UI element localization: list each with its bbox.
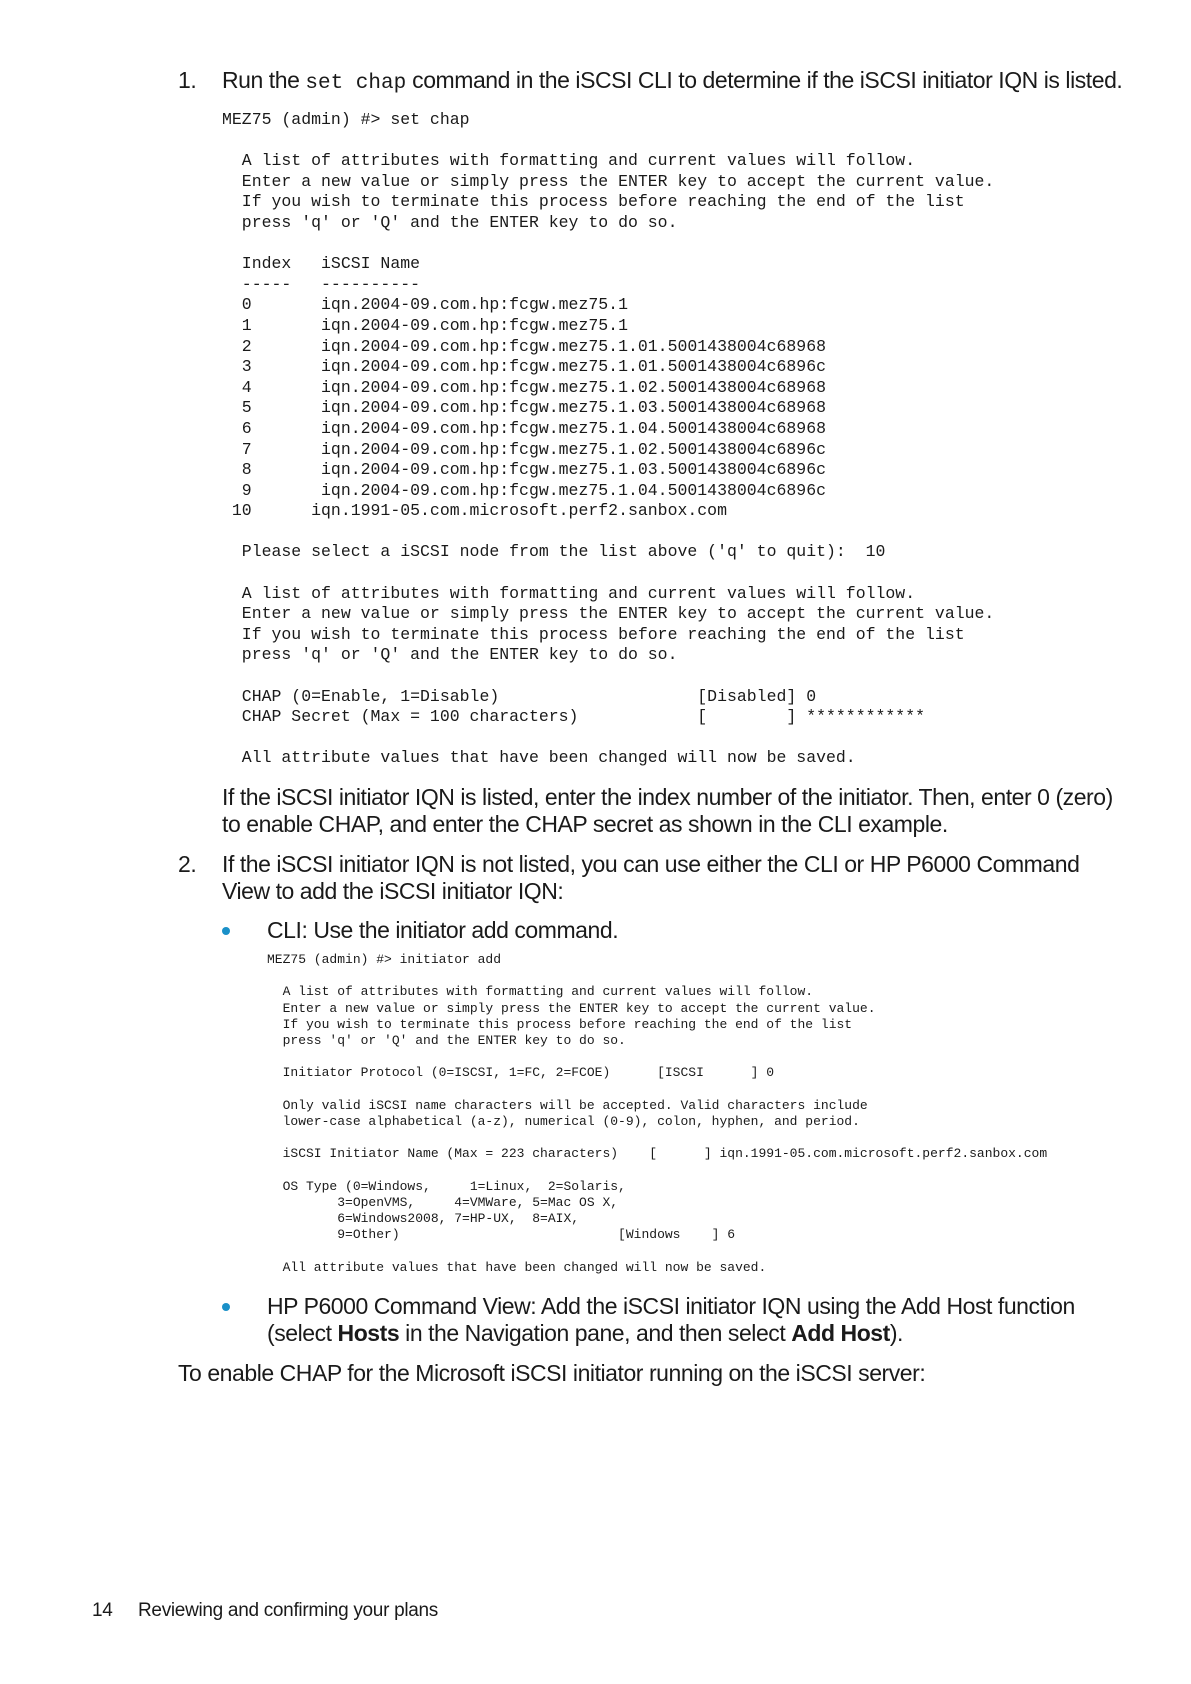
- code-block-initiator-add: MEZ75 (admin) #> initiator add A list of attributes with formatting and current values will follow. Enter a new value or simply press the ENTER key to accept the current value. If you wish to terminate this process before reaching the end of the list press 'q' or 'Q' and the ENTER key to do so. Initiator Protocol (0=ISCSI, 1=FC, 2=FCOE) [ISCSI ] 0 Only valid iSCSI name characters will be accepted. Valid characters include lower-case alphabetical (a-z), numerical (0-9), colon, hyphen, and period. iSCSI Initiator Name (Max = 223 characters) [ ] iqn.1991-05.com.microsoft.perf2.sanbox.com OS Type (0=Windows, 1=Linux, 2=Solaris, 3=OpenVMS, 4=VMWare, 5=Mac OS X, 6=Windows2008, 7=HP-UX, 8=AIX, 9=Other) [Windows ] 6 All attribute values that have been changed will now be saved.: [267, 952, 1048, 1275]
- add-host-term: Add Host: [791, 1320, 890, 1346]
- hosts-term: Hosts: [337, 1320, 400, 1346]
- bullet-cli-text: CLI: Use the initiator add command.: [267, 917, 619, 943]
- step-1-note: If the iSCSI initiator IQN is listed, enter the index number of the initiator. Then, enter 0 (zero) to enable CHAP, and enter the CHAP secret as shown in the CLI example.: [222, 784, 1113, 837]
- bullet-cv-line-1: HP P6000 Command View: Add the iSCSI initiator IQN using the Add Host function: [267, 1293, 1075, 1319]
- page-number: 14: [92, 1600, 113, 1621]
- step-2-number: 2.: [178, 851, 197, 877]
- code-block-set-chap: MEZ75 (admin) #> set chap A list of attributes with formatting and current values will follow. Enter a new value or simply press the ENTER key to accept the current value. If you wish to terminate this process before reaching the end of the list press 'q' or 'Q' and the ENTER key to do so. Index iSCSI Name ----- ---------- 0 iqn.2004-09.com.hp:fcgw.mez75.1 1 iqn.2004-09.com.hp:fcgw.mez75.1 2 iqn.2004-09.com.hp:fcgw.mez75.1.01.5001438004c68968 3 iqn.2004-09.com.hp:fcgw.mez75.1.01.5001438004c6896c 4 iqn.2004-09.com.hp:fcgw.mez75.1.02.5001438004c68968 5 iqn.2004-09.com.hp:fcgw.mez75.1.03.5001438004c68968 6 iqn.2004-09.com.hp:fcgw.mez75.1.04.5001438004c68968 7 iqn.2004-09.com.hp:fcgw.mez75.1.02.5001438004c6896c 8 iqn.2004-09.com.hp:fcgw.mez75.1.03.5001438004c6896c 9 iqn.2004-09.com.hp:fcgw.mez75.1.04.5001438004c6896c 10 iqn.1991-05.com.microsoft.perf2.sanbox.com Please select a iSCSI node from the list above ('q' to quit): 10 A list of attributes with formatting and current values will follow. Enter a new value or simply press the ENTER key to accept the current value. If you wish to terminate this process before reaching the end of the list press 'q' or 'Q' and the ENTER key to do so. CHAP (0=Enable, 1=Disable) [Disabled] 0 CHAP Secret (Max = 100 characters) [ ] ************ All attribute values that have been changed will now be saved.: [222, 110, 995, 768]
- bullet-icon: [222, 1303, 230, 1311]
- cv-line2-a: (select: [267, 1320, 332, 1346]
- bullet-icon: [222, 927, 230, 935]
- step-1-text-after: command in the iSCSI CLI to determine if the iSCSI initiator IQN is listed.: [412, 67, 1123, 93]
- cv-line2-c: ).: [889, 1320, 903, 1346]
- step-1-text-before: Run the: [222, 67, 300, 93]
- step-2-text: If the iSCSI initiator IQN is not listed, you can use either the CLI or HP P6000 Command View to add the iSCSI initiator IQN:: [222, 851, 1080, 904]
- closing-text: To enable CHAP for the Microsoft iSCSI initiator running on the iSCSI server:: [178, 1360, 926, 1386]
- set-chap-command: set chap: [305, 72, 407, 95]
- bullet-cv-line-2: [267, 1320, 1147, 1347]
- cv-line2-b: in the Navigation pane, and then select: [405, 1320, 786, 1346]
- footer-title: Reviewing and confirming your plans: [138, 1600, 438, 1621]
- step-1-text: [222, 67, 1172, 97]
- step-1-number: 1.: [178, 67, 197, 93]
- bullet-command-view-text: [267, 1293, 1147, 1347]
